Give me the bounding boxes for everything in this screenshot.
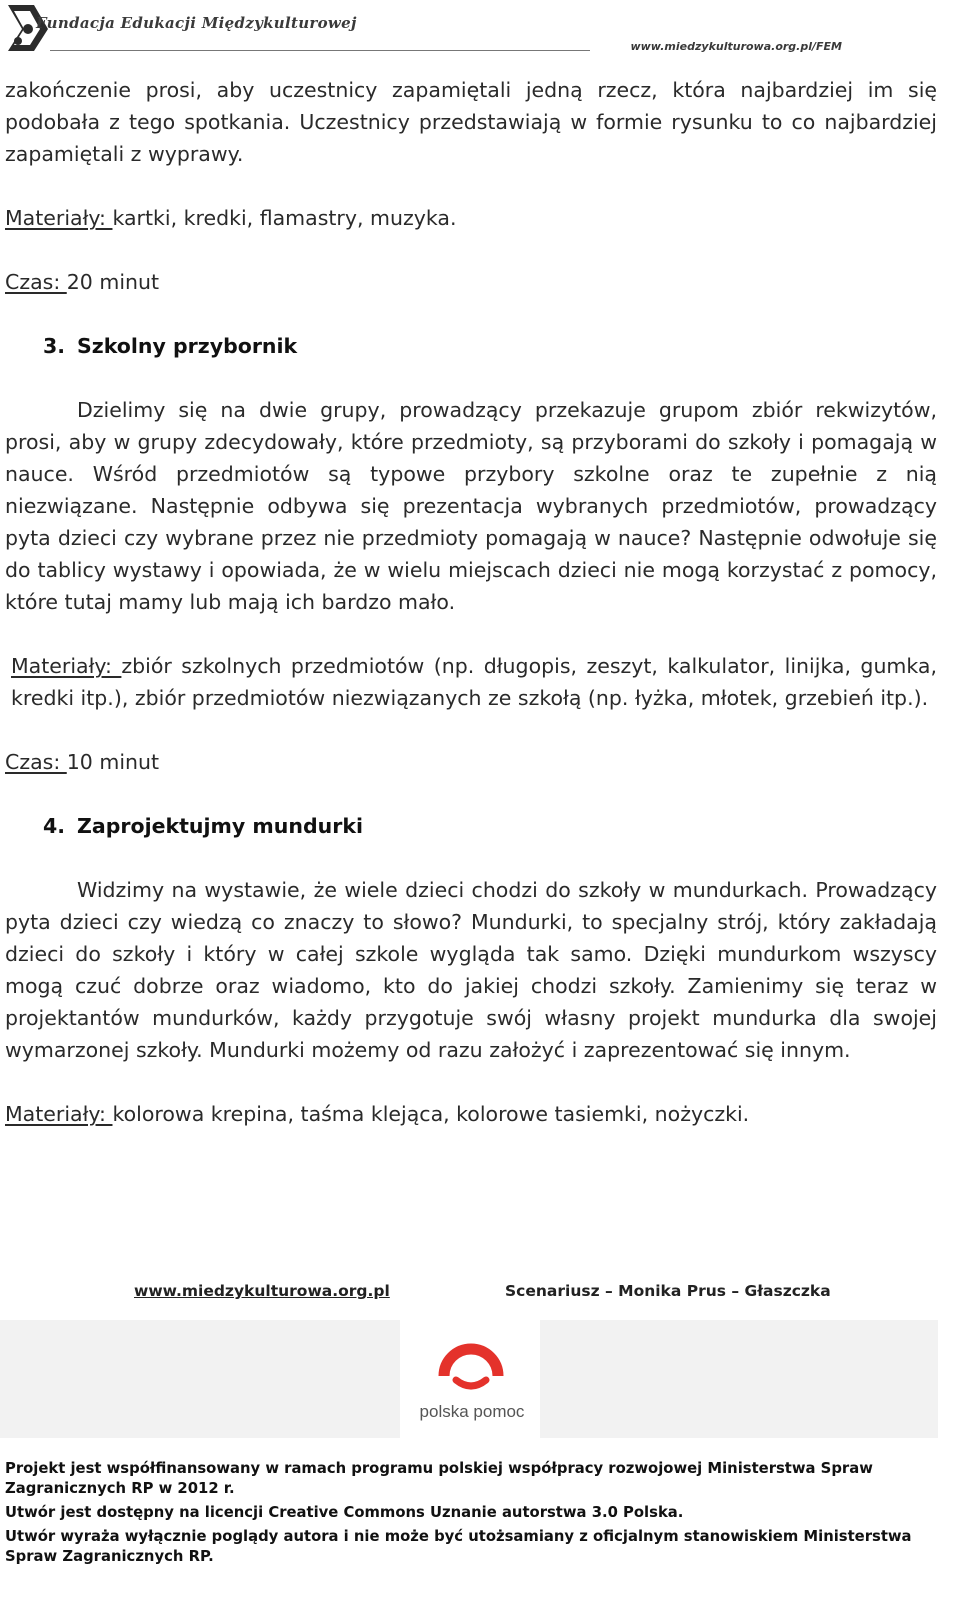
- materials-label: Materiały:: [5, 206, 113, 230]
- section-3-body: Dzielimy się na dwie grupy, prowadzący przekazuje grupom zbiór rekwizytów, prosi, aby w grupy zdecydowały, które przedmioty, są przyborami do szkoły i pomagają w nauce. Wśród przedmiotów są typowe przybory szkolne oraz te zupełnie z nią niezwiązane. Następnie odbywa się prezentacja wybranych przedmiotów, prowadzący pyta dzieci czy wybrane przez nie przedmioty pomagają w nauce? Następnie odwołuje się do tablicy wystawy i opowiada, że w wielu miejscach dzieci nie mogą korzystać z pomocy, które tutaj mamy lub mają ich bardzo mało.: [5, 398, 937, 614]
- page-header: [0, 0, 960, 62]
- polska-pomoc-logo-icon: [436, 1336, 506, 1396]
- section-title: Zaprojektujmy mundurki: [77, 814, 363, 838]
- materials-label: Materiały:: [11, 654, 122, 678]
- funding-note: Projekt jest współfinansowany w ramach programu polskiej współpracy rozwojowej Ministerstwa Spraw Zagranicznych RP w 2012 r.: [5, 1460, 873, 1497]
- header-rule: [50, 50, 590, 51]
- materials-line-4: [5, 1098, 937, 1130]
- section-4-body: Widzimy na wystawie, że wiele dzieci chodzi do szkoły w mundurkach. Prowadzący pyta dzieci czy wiedzą co znaczy to słowo? Mundurki, to specjalny strój, który zakładają dzieci do szkoły i który w całej szkole wygląda tak samo. Dzięki mundurkom wszyscy mogą czuć dobrze oraz wiadomo, kto do jakiej chodzi szkoły. Zamienimy się teraz w projektantów mundurków, każdy przygotuje swój własny projekt mundurka dla swojej wymarzonej szkoły. Mundurki możemy od razu założyć i zaprezentować się innym.: [5, 878, 937, 1062]
- disclaimer-note: Utwór wyraża wyłącznie poglądy autora i nie może być utożsamiany z oficjalnym stanowiskiem Ministerstwa Spraw Zagranicznych RP.: [5, 1528, 912, 1565]
- time-text: 20 minut: [66, 270, 160, 294]
- materials-text: zbiór szkolnych przedmiotów (np. długopis, zeszyt, kalkulator, linijka, gumka, kredki itp.), zbiór przedmiotów niezwiązanych ze szkołą (np. łyżka, młotek, grzebień itp.).: [11, 654, 937, 710]
- band-left: [0, 1320, 400, 1438]
- polska-pomoc-text: polska pomoc: [419, 1402, 525, 1421]
- band-right: [540, 1320, 938, 1438]
- section-title: Szkolny przybornik: [77, 334, 298, 358]
- section-heading-3: [5, 330, 937, 362]
- org-name: Fundacja Edukacji Międzykulturowej: [36, 14, 357, 32]
- license-note: Utwór jest dostępny na licencji Creative Commons Uznanie autorstwa 3.0 Polska.: [5, 1504, 684, 1521]
- main-content: [5, 74, 937, 1130]
- header-url: www.miedzykulturowa.org.pl/FEM: [630, 40, 842, 53]
- materials-label: Materiały:: [5, 1102, 113, 1126]
- materials-line-3: [5, 650, 937, 714]
- footer-url-link[interactable]: www.miedzykulturowa.org.pl: [134, 1282, 390, 1300]
- section-number: 3.: [43, 334, 66, 358]
- section-heading-4: [5, 810, 937, 842]
- time-label: Czas:: [5, 270, 67, 294]
- time-text: 10 minut: [66, 750, 160, 774]
- time-line-3: [5, 746, 937, 778]
- time-line-1: [5, 266, 937, 298]
- time-label: Czas:: [5, 750, 67, 774]
- materials-text: kartki, kredki, flamastry, muzyka.: [112, 206, 457, 230]
- materials-text: kolorowa krepina, taśma klejąca, kolorowe tasiemki, nożyczki.: [112, 1102, 750, 1126]
- section-number: 4.: [43, 814, 66, 838]
- intro-paragraph: zakończenie prosi, aby uczestnicy zapamiętali jedną rzecz, która najbardziej im się podobała z tego spotkania. Uczestnicy przedstawiają w formie rysunku to co najbardziej zapamiętali z wyprawy.: [5, 78, 937, 166]
- materials-line-1: [5, 202, 937, 234]
- footer-notes: [5, 1459, 940, 1567]
- footer-credit: Scenariusz – Monika Prus – Głaszczka: [505, 1282, 831, 1300]
